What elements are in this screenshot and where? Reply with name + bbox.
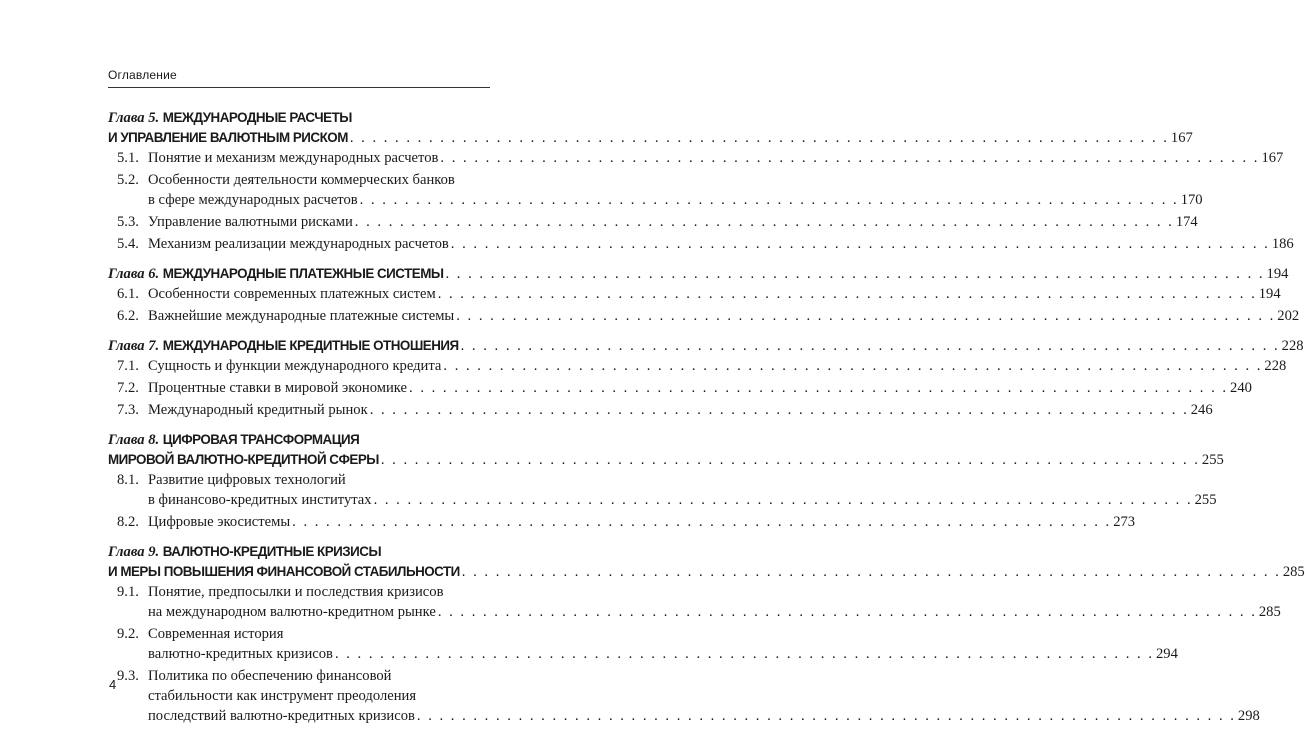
section-text [148, 490, 372, 510]
section-line [108, 212, 1198, 232]
chapter-page-number: 255 [1201, 452, 1224, 468]
section-title: в финансово-кредитных институтах [148, 492, 372, 508]
section-number: 5.1. [117, 150, 139, 166]
section-title: Понятие, предпосылки и последствия кризисов [148, 584, 444, 600]
chapter-label: Глава 6. [108, 266, 160, 282]
section-text [117, 470, 346, 490]
dot-leader [368, 400, 1191, 420]
section-number: 6.1. [117, 286, 139, 302]
section-line [108, 284, 1281, 304]
chapter-title: ЦИФРОВАЯ ТРАНСФОРМАЦИЯ [162, 432, 360, 447]
section-number: 5.3. [117, 214, 139, 230]
chapter-title: И МЕРЫ ПОВЫШЕНИЯ ФИНАНСОВОЙ СТАБИЛЬНОСТИ [108, 564, 460, 579]
section-number: 7.1. [117, 358, 139, 374]
section-title: Политика по обеспечению финансовой [148, 668, 392, 684]
section-text [117, 356, 441, 376]
chapter-title: МЕЖДУНАРОДНЫЕ РАСЧЕТЫ [162, 110, 352, 125]
chapter-title: МЕЖДУНАРОДНЫЕ КРЕДИТНЫЕ ОТНОШЕНИЯ [162, 338, 459, 353]
section-title: Международный кредитный рынок [148, 402, 368, 418]
section-text [117, 234, 449, 254]
section-title: валютно-кредитных кризисов [148, 646, 333, 662]
section-text [148, 602, 436, 622]
chapter-block [108, 264, 1300, 326]
section-page-number: 202 [1277, 308, 1300, 324]
chapter-heading-line [108, 430, 490, 450]
dot-leader [333, 644, 1156, 664]
section-number: 9.1. [117, 584, 139, 600]
section-page-number: 186 [1271, 236, 1294, 252]
dot-leader [348, 128, 1171, 148]
section-text [148, 644, 333, 664]
chapter-heading-line [108, 450, 1224, 470]
section-title: Управление валютными рисками [148, 214, 353, 230]
section-title: Современная история [148, 626, 284, 642]
section-entry [108, 148, 1284, 168]
section-entry [108, 400, 1213, 420]
section-entry [108, 378, 1252, 398]
chapter-title: МИРОВОЙ ВАЛЮТНО-КРЕДИТНОЙ СФЕРЫ [108, 452, 379, 467]
section-line [108, 582, 490, 602]
section-page-number: 246 [1190, 402, 1213, 418]
section-text [117, 512, 290, 532]
chapter-heading-line [108, 108, 490, 128]
section-number: 9.3. [117, 668, 139, 684]
section-entry [108, 582, 1281, 622]
dot-leader [454, 306, 1277, 326]
chapter-title: ВАЛЮТНО-КРЕДИТНЫЕ КРИЗИСЫ [162, 544, 382, 559]
section-text [117, 170, 455, 190]
section-line [108, 378, 1252, 398]
section-number: 6.2. [117, 308, 139, 324]
section-number: 5.2. [117, 172, 139, 188]
section-entry [108, 356, 1287, 376]
chapter-heading-text [108, 562, 460, 582]
chapter-page-number: 194 [1266, 266, 1289, 282]
section-line [108, 490, 1217, 510]
chapter-block [108, 336, 1304, 420]
section-entry [108, 234, 1294, 254]
section-line [108, 686, 490, 706]
section-title: Особенности деятельности коммерческих банков [148, 172, 455, 188]
section-number: 9.2. [117, 626, 139, 642]
section-entry [108, 306, 1300, 326]
section-title: в сфере международных расчетов [148, 192, 358, 208]
section-line [108, 706, 1260, 726]
table-of-contents [108, 108, 1305, 736]
dot-leader [353, 212, 1176, 232]
section-page-number: 170 [1180, 192, 1203, 208]
running-head: Оглавление [108, 68, 177, 82]
section-title: Цифровые экосистемы [148, 514, 291, 530]
section-line [108, 602, 1281, 622]
section-line [108, 624, 490, 644]
section-line [108, 234, 1294, 254]
chapter-heading-text [108, 430, 359, 450]
chapter-block [108, 542, 1305, 726]
section-line [108, 644, 1178, 664]
chapter-block [108, 430, 1224, 532]
section-title: Особенности современных платежных систем [148, 286, 436, 302]
section-page-number: 255 [1194, 492, 1217, 508]
section-text [148, 686, 416, 706]
section-text [117, 284, 436, 304]
section-entry [108, 284, 1281, 304]
section-entry [108, 666, 1260, 726]
chapter-heading-text [108, 264, 444, 284]
section-text [117, 306, 454, 326]
section-page-number: 294 [1155, 646, 1178, 662]
section-line [108, 512, 1136, 532]
dot-leader [441, 356, 1264, 376]
dot-leader [436, 284, 1259, 304]
section-title: Сущность и функции международного кредита [148, 358, 442, 374]
chapter-label: Глава 7. [108, 338, 160, 354]
chapter-heading-text [108, 128, 348, 148]
chapter-label: Глава 9. [108, 544, 160, 560]
section-title: Важнейшие международные платежные системы [148, 308, 455, 324]
section-line [108, 148, 1284, 168]
header-rule [108, 87, 490, 88]
dot-leader [436, 602, 1259, 622]
section-number: 7.2. [117, 380, 139, 396]
chapter-heading-line [108, 542, 490, 562]
chapter-label: Глава 5. [108, 110, 160, 126]
section-entry [108, 212, 1198, 232]
dot-leader [372, 490, 1195, 510]
section-line [108, 400, 1213, 420]
section-number: 5.4. [117, 236, 139, 252]
chapter-heading-text [108, 336, 459, 356]
dot-leader [460, 562, 1283, 582]
section-number: 8.2. [117, 514, 139, 530]
dot-leader [407, 378, 1230, 398]
chapter-heading-line [108, 264, 1289, 284]
section-text [117, 582, 443, 602]
dot-leader [459, 336, 1282, 356]
section-text [117, 400, 368, 420]
section-line [108, 306, 1300, 326]
section-page-number: 298 [1237, 708, 1260, 724]
section-text [117, 378, 407, 398]
section-page-number: 167 [1261, 150, 1284, 166]
section-line [108, 190, 1203, 210]
section-page-number: 285 [1258, 604, 1281, 620]
section-line [108, 666, 490, 686]
chapter-label: Глава 8. [108, 432, 160, 448]
section-page-number: 228 [1264, 358, 1287, 374]
section-title: на международном валютно-кредитном рынке [148, 604, 436, 620]
section-entry [108, 170, 1203, 210]
section-title: последствий валютно-кредитных кризисов [148, 708, 415, 724]
section-entry [108, 470, 1217, 510]
chapter-block [108, 108, 1294, 254]
chapter-page-number: 228 [1281, 338, 1304, 354]
chapter-heading-line [108, 128, 1193, 148]
dot-leader [415, 706, 1238, 726]
section-text [117, 666, 391, 686]
section-number: 8.1. [117, 472, 139, 488]
section-title: Механизм реализации международных расчетов [148, 236, 449, 252]
section-title: Процентные ставки в мировой экономике [148, 380, 408, 396]
chapter-page-number: 285 [1282, 564, 1305, 580]
section-title: стабильности как инструмент преодоления [148, 688, 417, 704]
section-page-number: 273 [1113, 514, 1136, 530]
dot-leader [438, 148, 1261, 168]
section-page-number: 194 [1258, 286, 1281, 302]
section-page-number: 174 [1175, 214, 1198, 230]
section-title: Развитие цифровых технологий [148, 472, 346, 488]
page-number: 4 [109, 677, 117, 692]
chapter-heading-line [108, 562, 1305, 582]
chapter-title: МЕЖДУНАРОДНЫЕ ПЛАТЕЖНЫЕ СИСТЕМЫ [162, 266, 444, 281]
chapter-heading-text [108, 542, 381, 562]
section-text [117, 148, 438, 168]
section-entry [108, 512, 1136, 532]
section-text [117, 624, 283, 644]
dot-leader [290, 512, 1113, 532]
chapter-page-number: 167 [1170, 130, 1193, 146]
dot-leader [379, 450, 1202, 470]
dot-leader [444, 264, 1267, 284]
section-page-number: 240 [1230, 380, 1252, 396]
section-line [108, 170, 490, 190]
chapter-heading-text [108, 108, 352, 128]
section-line [108, 356, 1287, 376]
section-number: 7.3. [117, 402, 139, 418]
section-entry [108, 624, 1178, 664]
dot-leader [449, 234, 1272, 254]
section-text [148, 706, 415, 726]
section-line [108, 470, 490, 490]
chapter-title: И УПРАВЛЕНИЕ ВАЛЮТНЫМ РИСКОМ [108, 130, 348, 145]
chapter-heading-text [108, 450, 379, 470]
section-title: Понятие и механизм международных расчетов [148, 150, 439, 166]
dot-leader [358, 190, 1181, 210]
section-text [117, 212, 353, 232]
section-text [148, 190, 358, 210]
chapter-heading-line [108, 336, 1304, 356]
